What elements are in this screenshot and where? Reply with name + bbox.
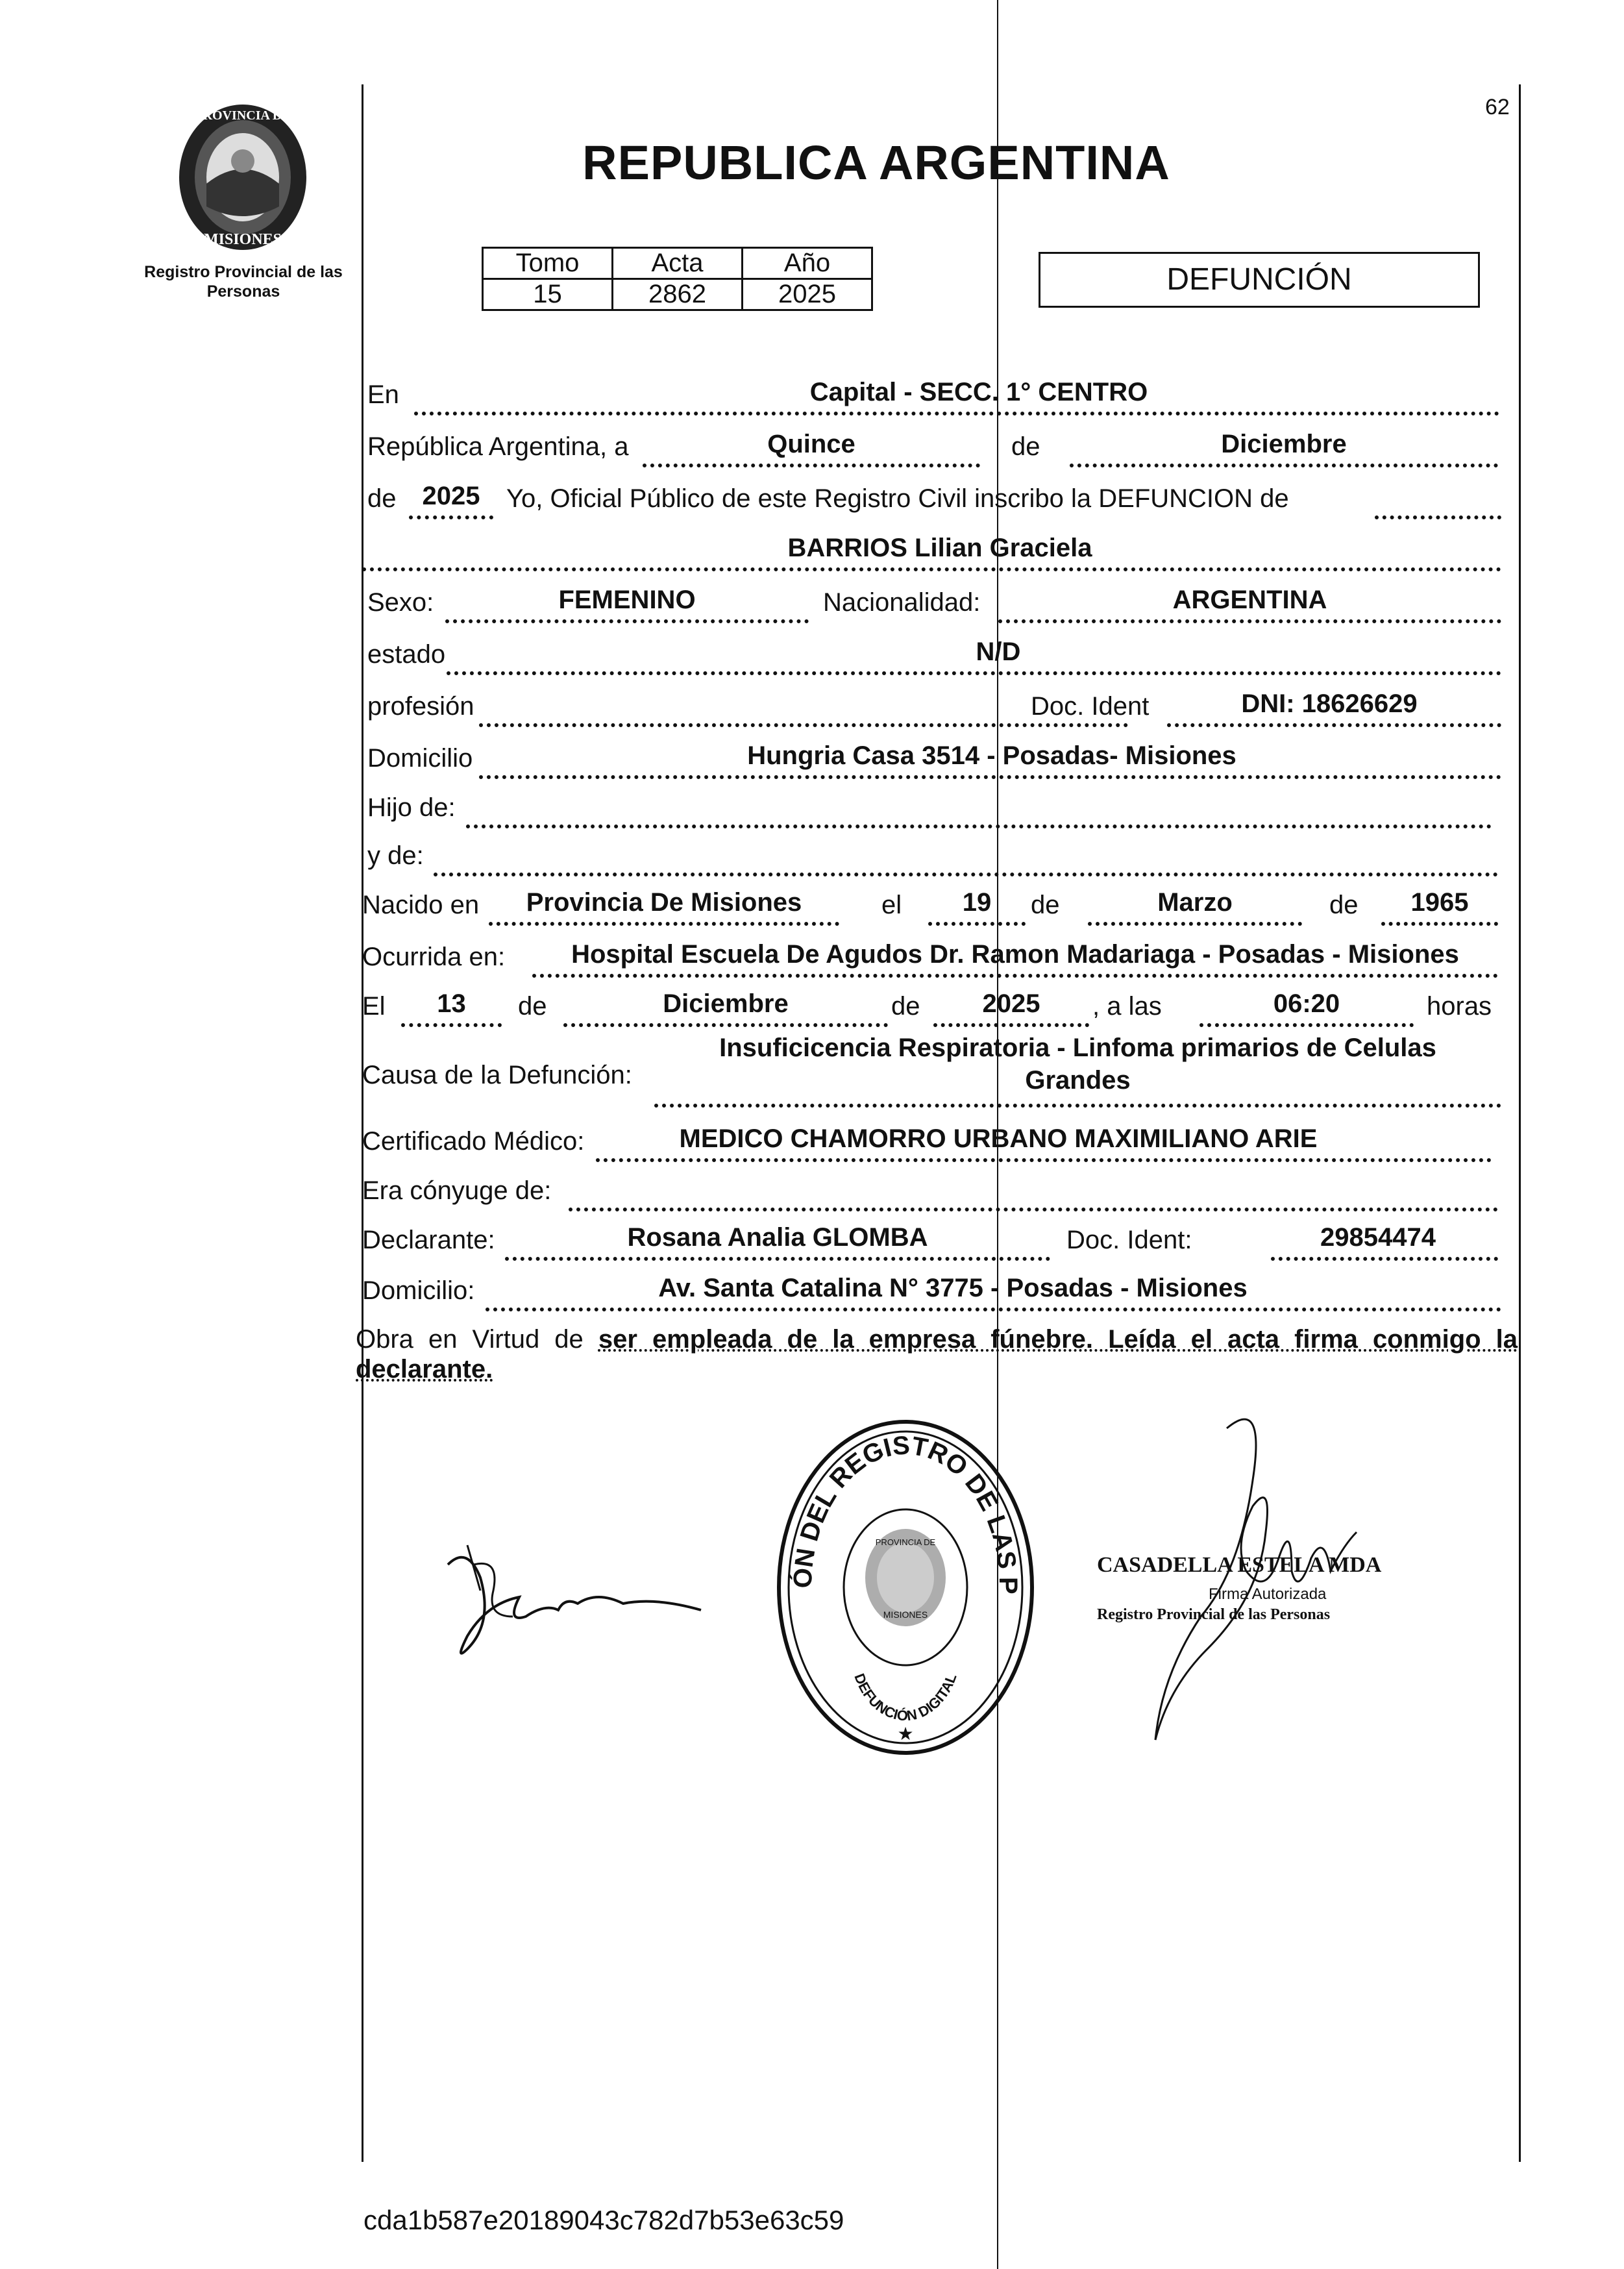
el-label: el — [881, 891, 902, 919]
causa-line-1: Insuficicencia Respiratoria - Linfoma primarios de Celulas — [719, 1034, 1436, 1062]
declaration-text: Yo, Oficial Público de este Registro Civil inscribo la DEFUNCION de — [506, 484, 1289, 513]
dotted-line — [505, 1257, 1050, 1261]
obra-value: ser empleada de la empresa fúnebre. Leída el acta firma conmigo la declarante. — [356, 1325, 1518, 1383]
right-margin-line — [1519, 84, 1521, 2162]
estado-label: estado — [367, 640, 446, 669]
nacido-en-value: Provincia De Misiones — [526, 888, 802, 917]
domicilio-label: Domicilio — [367, 744, 473, 773]
declarante-signature — [428, 1519, 753, 1681]
sexo-label: Sexo: — [367, 588, 434, 617]
dotted-line — [409, 515, 493, 519]
row-domicilio — [362, 735, 1501, 780]
registry-name: Registro Provincial de las Personas — [144, 263, 343, 301]
certificado-value: MEDICO CHAMORRO URBANO MAXIMILIANO ARIE — [679, 1124, 1318, 1153]
en-label: En — [367, 380, 399, 409]
doc-ident-label: Doc. Ident — [1031, 692, 1150, 721]
row-fecha-defuncion — [362, 983, 1501, 1028]
logo-text-top: PROVINCIA DE — [195, 108, 291, 123]
dotted-line — [466, 825, 1492, 828]
dotted-line — [447, 671, 1501, 675]
table-header-acta: Acta — [613, 248, 743, 279]
declarante-domicilio-label: Domicilio: — [362, 1276, 475, 1305]
row-declarante-domicilio — [362, 1267, 1501, 1313]
dotted-line — [1070, 464, 1498, 467]
document-type-box: DEFUNCIÓN — [1039, 252, 1480, 308]
row-declaration — [362, 475, 1501, 521]
dotted-line — [489, 922, 839, 926]
stamp-inner-text: DEFUNCIÓN DIGITAL — [851, 1671, 960, 1724]
registry-stamp — [772, 1415, 1039, 1759]
death-month: Diciembre — [663, 989, 789, 1018]
obra-en-virtud — [356, 1324, 1518, 1384]
republica-label: República Argentina, a — [367, 432, 629, 461]
dotted-line — [445, 619, 809, 623]
horas-label: horas — [1427, 992, 1492, 1021]
dotted-line — [414, 412, 1499, 415]
birth-year: 1965 — [1410, 888, 1469, 917]
causa-line-2: Grandes — [1025, 1066, 1131, 1095]
official-name: CASADELLA ESTELA MDA — [1097, 1553, 1382, 1577]
en-value: Capital - SECC. 1° CENTRO — [809, 378, 1148, 406]
certificado-label: Certificado Médico: — [362, 1127, 585, 1156]
de-year-label: de — [367, 484, 397, 513]
death-time: 06:20 — [1273, 989, 1340, 1018]
dotted-line — [998, 619, 1501, 623]
dotted-line — [928, 922, 1026, 926]
dotted-line — [933, 1023, 1089, 1027]
el-cap-label: El — [362, 992, 386, 1021]
seal-top-text: PROVINCIA DE — [875, 1537, 936, 1547]
row-profesion — [362, 683, 1501, 728]
obra-label: Obra en Virtud de — [356, 1325, 584, 1354]
dotted-line — [1381, 922, 1498, 926]
domicilio-value: Hungria Casa 3514 - Posadas- Misiones — [747, 741, 1236, 770]
de-label: de — [1011, 432, 1040, 461]
a-las-label: , a las — [1092, 992, 1162, 1021]
row-y-de — [362, 832, 1501, 878]
page-number: 62 — [1485, 95, 1510, 119]
dotted-line — [569, 1208, 1498, 1211]
row-conyuge — [362, 1167, 1501, 1213]
row-estado — [362, 631, 1501, 676]
birth-year-de-label: de — [1329, 891, 1359, 919]
row-date — [362, 423, 1501, 469]
profesion-label: profesión — [367, 692, 474, 721]
seal-bottom-text: MISIONES — [883, 1609, 928, 1620]
official-signature — [1097, 1402, 1409, 1766]
table-cell-ano: 2025 — [743, 279, 872, 310]
row-certificado — [362, 1118, 1501, 1163]
death-year-de-label: de — [891, 992, 920, 1021]
row-name — [362, 527, 1501, 573]
dotted-line — [1271, 1257, 1498, 1261]
conyuge-label: Era cónyuge de: — [362, 1176, 552, 1205]
deceased-name: BARRIOS Lilian Graciela — [787, 534, 1092, 562]
ocurrida-label: Ocurrida en: — [362, 943, 506, 971]
declarante-value: Rosana Analia GLOMBA — [627, 1223, 928, 1252]
document-title: REPUBLICA ARGENTINA — [582, 136, 1170, 190]
logo-text-bottom: MISIONES — [203, 231, 282, 248]
dotted-line — [479, 775, 1501, 779]
nacionalidad-value: ARGENTINA — [1172, 586, 1327, 614]
sexo-value: FEMENINO — [558, 586, 696, 614]
svg-text:DEFUNCIÓN DIGITAL — [851, 1671, 959, 1724]
dotted-line — [1200, 1023, 1414, 1027]
nacionalidad-label: Nacionalidad: — [823, 588, 981, 617]
table-header-ano: Año — [743, 248, 872, 279]
official-role: Firma Autorizada — [1209, 1585, 1327, 1603]
row-sexo — [362, 579, 1501, 625]
hijo-de-label: Hijo de: — [367, 793, 456, 822]
dotted-line — [479, 723, 1128, 727]
province-logo — [161, 96, 325, 258]
doc-ident-value: DNI: 18626629 — [1241, 689, 1418, 718]
year-value: 2025 — [422, 482, 480, 510]
dotted-line — [486, 1308, 1501, 1311]
dotted-line — [1167, 723, 1501, 727]
table-header-tomo: Tomo — [483, 248, 613, 279]
birth-day: 19 — [962, 888, 992, 917]
dotted-line — [654, 1104, 1501, 1108]
declarante-doc-label: Doc. Ident: — [1066, 1226, 1192, 1254]
declarante-doc-value: 29854474 — [1320, 1223, 1436, 1252]
dotted-line — [1375, 515, 1501, 519]
declarante-label: Declarante: — [362, 1226, 495, 1254]
row-declarante — [362, 1217, 1501, 1262]
document-hash: cda1b587e20189043c782d7b53e63c59 — [363, 2205, 844, 2235]
row-hijo-de — [362, 784, 1501, 830]
causa-label: Causa de la Defunción: — [362, 1061, 632, 1089]
day-words: Quince — [767, 430, 855, 458]
birth-month: Marzo — [1157, 888, 1233, 917]
dotted-line — [643, 464, 980, 467]
birth-de-label: de — [1031, 891, 1060, 919]
y-de-label: y de: — [367, 841, 424, 870]
stamp-outer-text: ÓN DEL REGISTRO DE LAS P — [788, 1431, 1023, 1594]
row-ocurrida — [362, 934, 1501, 979]
dotted-line — [362, 567, 1501, 571]
row-nacido — [362, 882, 1501, 927]
death-day: 13 — [437, 989, 466, 1018]
dotted-line — [563, 1023, 888, 1027]
dotted-line — [1088, 922, 1302, 926]
svg-text:★: ★ — [897, 1724, 914, 1744]
death-de-label: de — [518, 992, 547, 1021]
ocurrida-value: Hospital Escuela De Agudos Dr. Ramon Madariaga - Posadas - Misiones — [571, 940, 1459, 969]
death-year: 2025 — [982, 989, 1040, 1018]
declarante-domicilio-value: Av. Santa Catalina N° 3775 - Posadas - Misiones — [658, 1274, 1248, 1302]
dotted-line — [532, 974, 1498, 978]
official-office: Registro Provincial de las Personas — [1097, 1606, 1331, 1623]
row-causa — [362, 1034, 1501, 1118]
dotted-line — [401, 1023, 502, 1027]
dotted-line — [434, 873, 1498, 876]
nacido-en-label: Nacido en — [362, 891, 480, 919]
month-value: Diciembre — [1221, 430, 1347, 458]
table-cell-tomo: 15 — [483, 279, 613, 310]
estado-value: N/D — [976, 638, 1021, 666]
acta-table — [482, 247, 873, 311]
row-en — [362, 371, 1501, 417]
dotted-line — [596, 1158, 1492, 1162]
table-cell-acta: 2862 — [613, 279, 743, 310]
